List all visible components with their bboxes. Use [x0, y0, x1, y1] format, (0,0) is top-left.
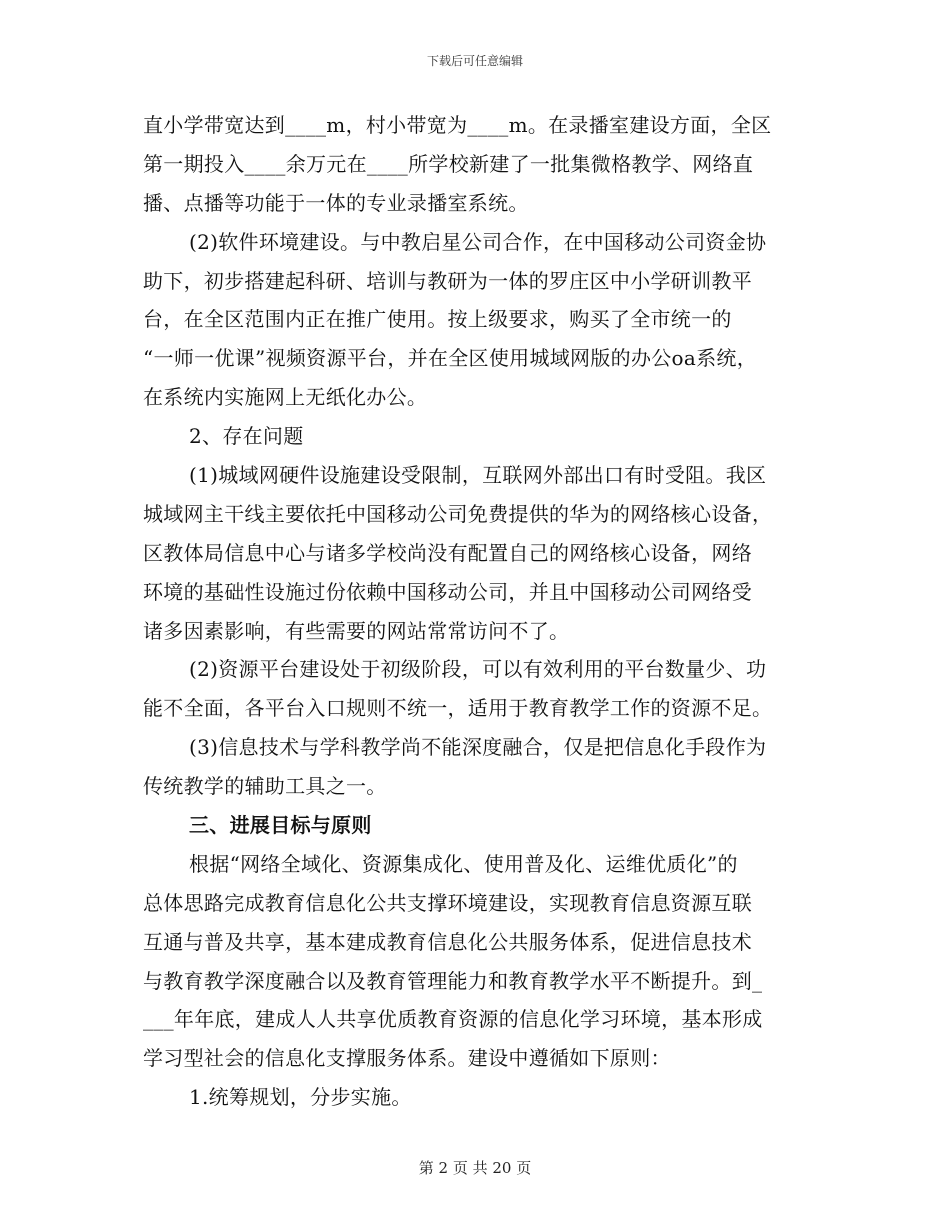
text-line: 台，在全区范围内正在推广使用。按上级要求，购买了全市统一的 — [143, 307, 732, 332]
body-text — [143, 106, 807, 1117]
text-line: 城域网主干线主要依托中国移动公司免费提供的华为的网络核心设备， — [143, 501, 773, 526]
section-heading: 三、进展目标与原则 — [189, 813, 372, 838]
text-line: 学习型社会的信息化支撑服务体系。建设中遵循如下原则： — [143, 1046, 671, 1071]
text-line: 区教体局信息中心与诸多学校尚没有配置自己的网络核心设备，网络 — [143, 540, 752, 565]
text-line: 与教育教学深度融合以及教育管理能力和教育教学水平不断提升。到_ — [143, 968, 763, 993]
text-line: 直小学带宽达到____m，村小带宽为____m。在录播室建设方面，全区 — [143, 113, 772, 137]
section-subheading: 2、存在问题 — [189, 424, 304, 449]
text-line: 诸多因素影响，有些需要的网站常常访问不了。 — [143, 618, 570, 643]
text-line: 在系统内实施网上无纸化办公。 — [143, 385, 428, 410]
text-line: 能不全面，各平台入口规则不统一，适用于教育教学工作的资源不足。 — [143, 696, 773, 721]
page-number: 第 2 页 共 20 页 — [418, 1159, 532, 1177]
text-line: (2)软件环境建设。与中教启星公司合作，在中国移动公司资金协 — [189, 229, 767, 254]
text-line: 1.统筹规划，分步实施。 — [189, 1085, 412, 1110]
text-line: 播、点播等功能于一体的专业录播室系统。 — [143, 190, 529, 215]
text-line: (1)城域网硬件设施建设受限制，互联网外部出口有时受阻。我区 — [189, 463, 767, 488]
text-line: (2)资源平台建设处于初级阶段，可以有效利用的平台数量少、功 — [189, 657, 767, 682]
text-line: 助下，初步搭建起科研、培训与教研为一体的罗庄区中小学研训教平 — [143, 268, 752, 293]
text-line: (3)信息技术与学科教学尚不能深度融合，仅是把信息化手段作为 — [189, 735, 767, 760]
text-line: 总体思路完成教育信息化公共支撑环境建设，实现教育信息资源互联 — [143, 890, 752, 915]
text-line: 第一期投入____余万元在____所学校新建了一批集微格教学、网络直 — [143, 151, 754, 176]
text-line: 互通与普及共享，基本建成教育信息化公共服务体系，促进信息技术 — [143, 929, 752, 954]
text-line: 传统教学的辅助工具之一。 — [143, 774, 387, 799]
page-header: 下载后可任意编辑 — [426, 54, 523, 68]
text-line: 环境的基础性设施过份依赖中国移动公司，并且中国移动公司网络受 — [143, 579, 752, 604]
text-line: “一师一优课”视频资源平台，并在全区使用城域网版的办公oa系统， — [143, 346, 758, 371]
text-line: 根据“网络全域化、资源集成化、使用普及化、运维优质化”的 — [189, 851, 738, 876]
text-line: ___年年底，建成人人共享优质教育资源的信息化学习环境，基本形成 — [143, 1007, 763, 1032]
